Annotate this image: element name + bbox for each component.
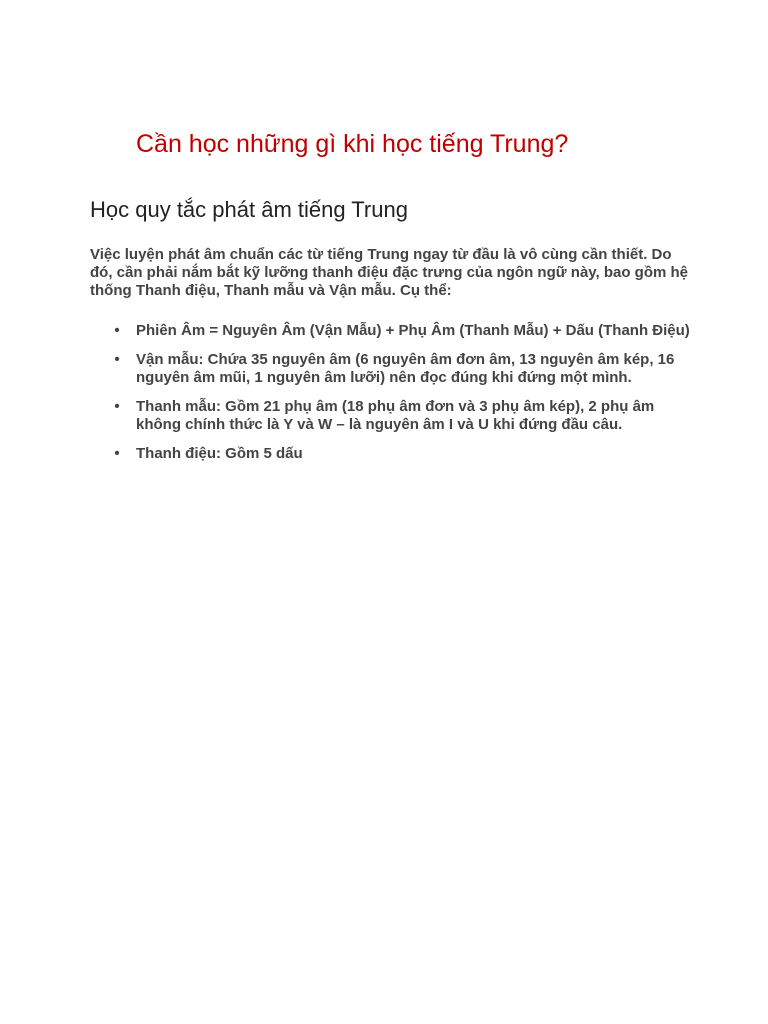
bullet-icon: • bbox=[114, 398, 120, 415]
list-item bbox=[112, 351, 692, 387]
list-item bbox=[112, 445, 692, 463]
list-item-text: Thanh điệu: Gồm 5 dấu bbox=[136, 445, 303, 462]
list-item-text: Vận mẫu: Chứa 35 nguyên âm (6 nguyên âm đơn âm, 13 nguyên âm kép, 16 nguyên âm mũi, 1 nguyên âm lưỡi) nên đọc đúng khi đứng một mình. bbox=[136, 351, 675, 386]
bullet-icon: • bbox=[114, 445, 120, 462]
list-item-text: Phiên Âm = Nguyên Âm (Vận Mẫu) + Phụ Âm (Thanh Mẫu) + Dấu (Thanh Điệu) bbox=[136, 322, 690, 339]
bullet-icon: • bbox=[114, 322, 120, 339]
list-item bbox=[112, 322, 692, 340]
list-item-text: Thanh mẫu: Gồm 21 phụ âm (18 phụ âm đơn và 3 phụ âm kép), 2 phụ âm không chính thức là Y và W – là nguyên âm I và U khi đứng đầu câu. bbox=[136, 398, 655, 433]
page-title: Cần học những gì khi học tiếng Trung? bbox=[136, 130, 569, 158]
bullet-icon: • bbox=[114, 351, 120, 368]
intro-paragraph: Việc luyện phát âm chuẩn các từ tiếng Trung ngay từ đầu là vô cùng cần thiết. Do đó, cần phải nắm bắt kỹ lưỡng thanh điệu đặc trưng của ngôn ngữ này, bao gồm hệ thống Thanh điệu, Thanh mẫu và Vận mẫu. Cụ thể: bbox=[90, 246, 689, 299]
bullet-list bbox=[112, 322, 692, 474]
section-heading: Học quy tắc phát âm tiếng Trung bbox=[90, 197, 408, 222]
list-item bbox=[112, 398, 692, 434]
